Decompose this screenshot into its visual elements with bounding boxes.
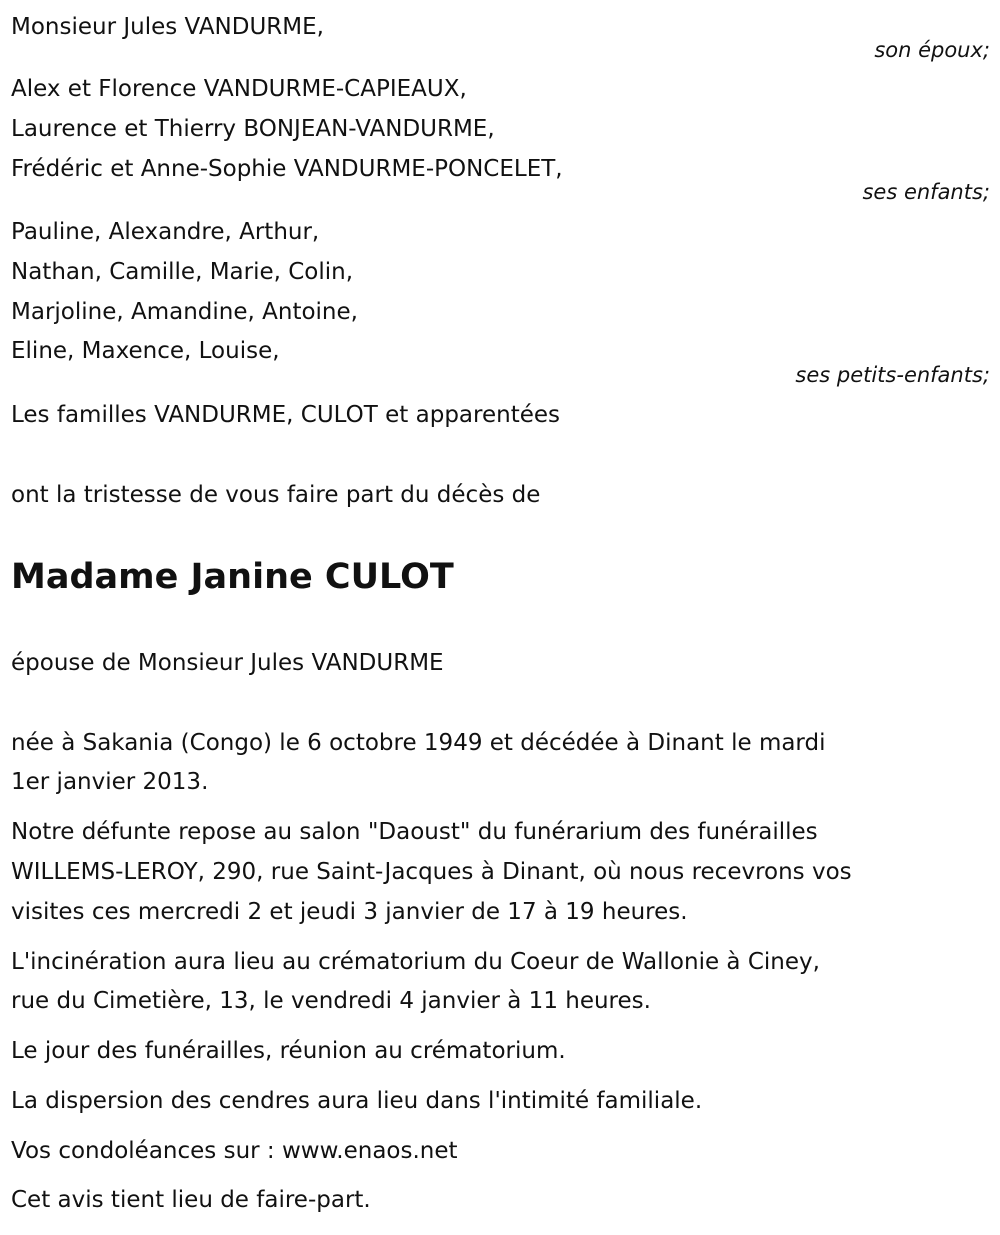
condolences-line: Vos condoléances sur : www.enaos.net — [11, 1138, 458, 1164]
body-line: L'incinération aura lieu au crématorium du Coeur de Wallonie à Ciney, — [11, 949, 820, 975]
announcement: ont la tristesse de vous faire part du décès de — [11, 482, 541, 508]
body-line: Notre défunte repose au salon "Daoust" du funérarium des funérailles — [11, 819, 818, 845]
children-role: ses enfants; — [862, 180, 990, 204]
families-line: Les familles VANDURME, CULOT et apparentées — [11, 402, 560, 428]
husband-line: Monsieur Jules VANDURME, — [11, 14, 324, 40]
body-line: rue du Cimetière, 13, le vendredi 4 janvier à 11 heures. — [11, 988, 651, 1014]
body-line: WILLEMS-LEROY, 290, rue Saint-Jacques à Dinant, où nous recevrons vos — [11, 859, 852, 885]
husband-role: son époux; — [874, 38, 990, 62]
body-line: La dispersion des cendres aura lieu dans l'intimité familiale. — [11, 1088, 703, 1114]
grandchild-line: Eline, Maxence, Louise, — [11, 338, 280, 364]
body-line: Le jour des funérailles, réunion au crématorium. — [11, 1038, 566, 1064]
grandchild-line: Marjoline, Amandine, Antoine, — [11, 299, 358, 325]
spouse-of: épouse de Monsieur Jules VANDURME — [11, 650, 444, 676]
body-line: née à Sakania (Congo) le 6 octobre 1949 et décédée à Dinant le mardi — [11, 730, 826, 756]
grandchildren-role: ses petits-enfants; — [795, 363, 990, 387]
child-line: Laurence et Thierry BONJEAN-VANDURME, — [11, 116, 495, 142]
body-line: visites ces mercredi 2 et jeudi 3 janvier de 17 à 19 heures. — [11, 899, 688, 925]
deceased-name: Madame Janine CULOT — [11, 557, 454, 597]
child-line: Frédéric et Anne-Sophie VANDURME-PONCELET, — [11, 156, 563, 182]
child-line: Alex et Florence VANDURME-CAPIEAUX, — [11, 76, 467, 102]
grandchild-line: Nathan, Camille, Marie, Colin, — [11, 259, 354, 285]
body-line: Cet avis tient lieu de faire-part. — [11, 1187, 371, 1213]
body-line: 1er janvier 2013. — [11, 769, 209, 795]
grandchild-line: Pauline, Alexandre, Arthur, — [11, 219, 320, 245]
